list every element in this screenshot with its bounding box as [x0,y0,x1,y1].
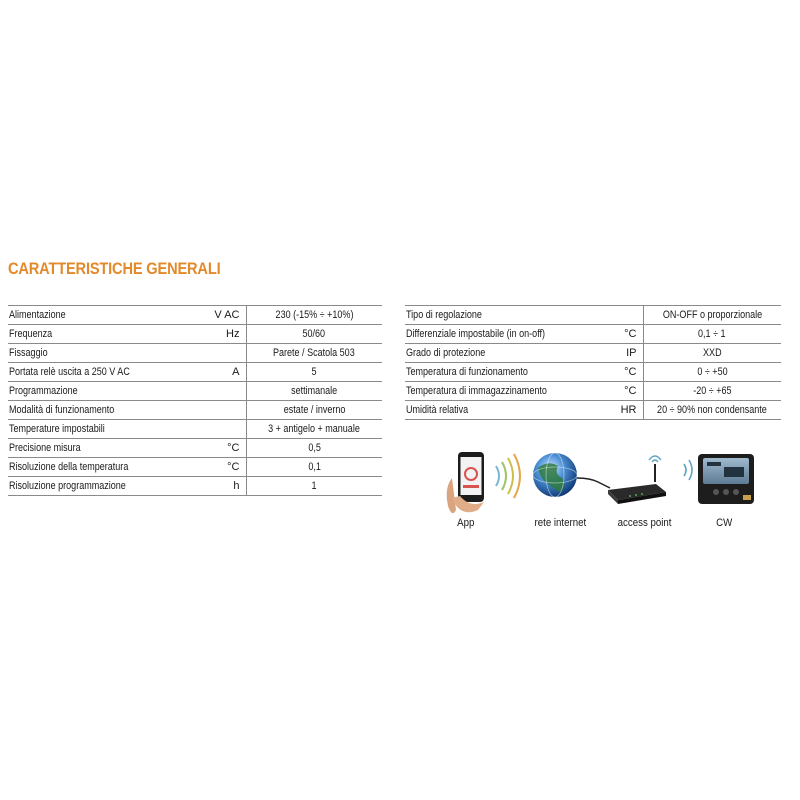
spec-value: settimanale [246,382,382,401]
spec-unit: A [208,363,246,382]
spec-label: Temperatura di immagazzinamento [405,382,605,401]
spec-row [405,363,781,382]
spec-label: Tipo di regolazione [405,306,605,325]
spec-row [405,382,781,401]
spec-unit: °C [605,363,643,382]
spec-label: Alimentazione [8,306,208,325]
app-label: App [457,517,475,529]
spec-row [405,325,781,344]
spec-label: Risoluzione programmazione [8,477,208,496]
wifi-waves-icon [496,454,520,498]
smartphone-icon [447,452,484,513]
access-point-label: access point [617,517,672,529]
spec-row [8,420,382,439]
spec-label: Risoluzione della temperatura [8,458,208,477]
spec-unit [208,382,246,401]
section-title: CARATTERISTICHE GENERALI [8,259,221,278]
spec-value: 0 ÷ +50 [643,363,781,382]
spec-label: Portata relè uscita a 250 V AC [8,363,208,382]
spec-row [8,401,382,420]
spec-label: Temperatura di funzionamento [405,363,605,382]
router-icon [608,456,666,504]
spec-unit [208,401,246,420]
spec-value: 0,1 ÷ 1 [643,325,781,344]
spec-row [405,401,781,420]
left-spec-table [8,305,382,496]
globe-icon [533,453,577,497]
spec-row [8,306,382,325]
spec-value: 0,1 [246,458,382,477]
spec-label: Umidità relativa [405,401,605,420]
spec-unit: °C [605,382,643,401]
spec-row [8,344,382,363]
spec-row [8,439,382,458]
spec-value: 50/60 [246,325,382,344]
spec-label: Modalità di funzionamento [8,401,208,420]
thermostat-icon [698,454,754,504]
spec-value: estate / inverno [246,401,382,420]
spec-value: XXD [643,344,781,363]
spec-label: Temperature impostabili [8,420,208,439]
right-spec-table [405,305,781,420]
device-label: CW [716,517,733,529]
spec-label: Frequenza [8,325,208,344]
spec-value: 20 ÷ 90% non condensante [643,401,781,420]
spec-unit: Hz [208,325,246,344]
spec-unit: °C [208,439,246,458]
spec-unit [605,306,643,325]
spec-unit [208,420,246,439]
spec-value: 5 [246,363,382,382]
spec-unit: HR [605,401,643,420]
internet-label: rete internet [534,517,587,529]
spec-value: ON-OFF o proporzionale [643,306,781,325]
spec-value: 230 (-15% ÷ +10%) [246,306,382,325]
spec-value: 3 + antigelo + manuale [246,420,382,439]
spec-row [405,344,781,363]
network-cable [577,478,610,488]
spec-label: Precisione misura [8,439,208,458]
spec-unit: °C [208,458,246,477]
spec-row [8,363,382,382]
spec-label: Programmazione [8,382,208,401]
spec-value: -20 ÷ +65 [643,382,781,401]
spec-label: Fissaggio [8,344,208,363]
spec-value: 1 [246,477,382,496]
device-wifi-icon [684,460,692,480]
spec-unit: °C [605,325,643,344]
spec-label: Differenziale impostabile (in on-off) [405,325,605,344]
spec-row [8,458,382,477]
spec-value: Parete / Scatola 503 [246,344,382,363]
spec-label: Grado di protezione [405,344,605,363]
spec-row [405,306,781,325]
spec-row [8,325,382,344]
spec-row [8,382,382,401]
spec-unit: IP [605,344,643,363]
spec-value: 0,5 [246,439,382,458]
spec-row [8,477,382,496]
spec-unit: h [208,477,246,496]
spec-unit [208,344,246,363]
spec-unit: V AC [208,306,246,325]
